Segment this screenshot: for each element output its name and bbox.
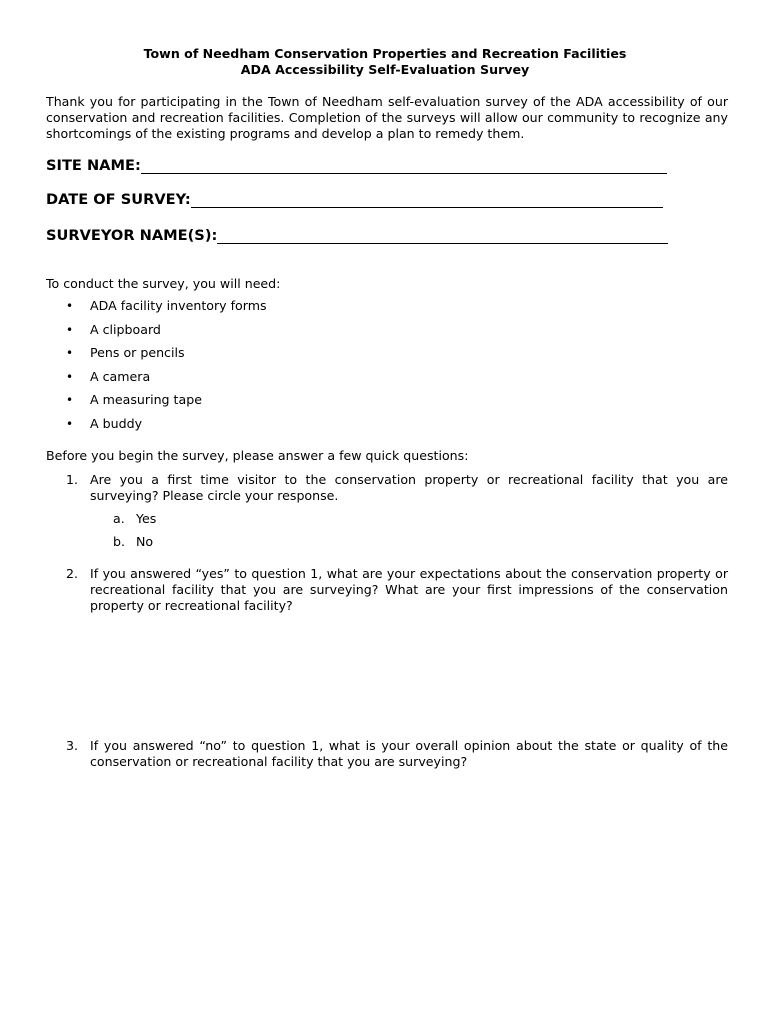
question-text: If you answered “yes” to question 1, what are your expectations about the conservation property or recreational facility that you are surveying? What are your first impressions of the conservation property or recreational facility? bbox=[90, 566, 728, 613]
intro-paragraph: Thank you for participating in the Town of Needham self-evaluation survey of the ADA accessibility of our conservation and recreation facilities. Completion of the surveys will allow our community to recognize any shortcomings of the existing programs and develop a plan to remedy them. bbox=[46, 94, 728, 141]
questions-heading: Before you begin the survey, please answer a few quick questions: bbox=[46, 448, 469, 463]
bullet-icon: • bbox=[66, 369, 74, 384]
answer-option-no[interactable] bbox=[113, 534, 153, 550]
question-number: 1. bbox=[66, 472, 79, 487]
option-label: Yes bbox=[136, 511, 157, 526]
list-item: • ADA facility inventory forms bbox=[66, 298, 267, 322]
site-name-line[interactable] bbox=[141, 157, 667, 174]
site-name-field[interactable] bbox=[46, 157, 667, 175]
question-number: 3. bbox=[66, 738, 79, 753]
list-item: • A clipboard bbox=[66, 322, 267, 346]
title-line-1: Town of Needham Conservation Properties and Recreation Facilities bbox=[143, 46, 627, 61]
surveyor-names-line[interactable] bbox=[217, 227, 668, 244]
site-name-label: SITE NAME: bbox=[46, 157, 141, 174]
bullet-icon: • bbox=[66, 393, 74, 408]
bullet-icon: • bbox=[66, 416, 74, 431]
option-letter: b. bbox=[113, 534, 125, 549]
list-item: • A measuring tape bbox=[66, 392, 267, 416]
question-3 bbox=[66, 738, 728, 770]
surveyor-names-label: SURVEYOR NAME(S): bbox=[46, 227, 218, 244]
option-letter: a. bbox=[113, 511, 125, 526]
date-of-survey-label: DATE OF SURVEY: bbox=[46, 191, 191, 208]
needs-list bbox=[66, 298, 267, 440]
title-line-2: ADA Accessibility Self-Evaluation Survey bbox=[240, 62, 530, 77]
question-2 bbox=[66, 566, 728, 614]
option-label: No bbox=[136, 534, 154, 549]
document-title bbox=[0, 46, 770, 78]
question-text: If you answered “no” to question 1, what is your overall opinion about the state or quality of the conservation or recreational facility that you are surveying? bbox=[90, 738, 728, 769]
question-number: 2. bbox=[66, 566, 79, 581]
question-1 bbox=[66, 472, 728, 504]
bullet-icon: • bbox=[66, 346, 74, 361]
needs-heading: To conduct the survey, you will need: bbox=[46, 276, 281, 291]
date-of-survey-field[interactable] bbox=[46, 191, 663, 209]
bullet-icon: • bbox=[66, 322, 74, 337]
date-of-survey-line[interactable] bbox=[191, 191, 663, 208]
list-item: • A buddy bbox=[66, 416, 267, 440]
bullet-icon: • bbox=[66, 299, 74, 313]
answer-option-yes[interactable] bbox=[113, 511, 156, 527]
surveyor-names-field[interactable] bbox=[46, 227, 668, 245]
list-item: • Pens or pencils bbox=[66, 345, 267, 369]
question-text: Are you a first time visitor to the conservation property or recreational facility that you are surveying? Please circle your response. bbox=[90, 472, 728, 503]
list-item: • A camera bbox=[66, 369, 267, 393]
